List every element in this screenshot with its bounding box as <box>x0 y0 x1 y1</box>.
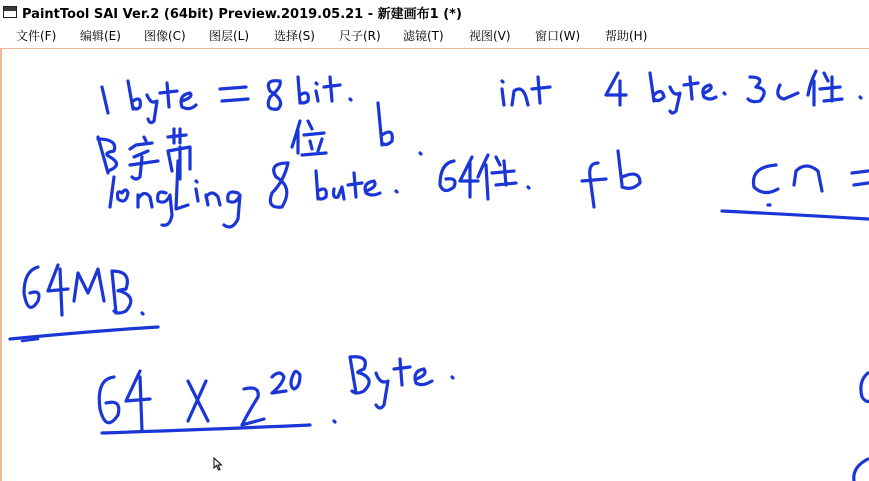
app-window-icon <box>3 6 17 18</box>
menu-bar <box>0 24 869 46</box>
menu-image[interactable]: 图像(C) <box>144 28 186 43</box>
menu-file[interactable]: 文件(F) <box>16 28 57 43</box>
note-edge-marks <box>854 373 869 481</box>
menu-window[interactable]: 窗口(W) <box>535 28 581 43</box>
menu-ruler[interactable]: 尺子(R) <box>339 28 381 43</box>
note-cn-equals <box>722 165 868 219</box>
note-int-4-byte <box>502 71 861 113</box>
menu-filter[interactable]: 滤镜(T) <box>403 28 444 43</box>
note-64mb <box>10 265 158 341</box>
menu-select[interactable]: 选择(S) <box>274 28 315 43</box>
drawing-canvas[interactable] <box>0 48 869 481</box>
window-title: PaintTool SAI Ver.2 (64bit) Preview.2019.05.21 - 新建画布1 (*) <box>22 6 462 22</box>
menu-view[interactable]: 视图(V) <box>469 28 511 43</box>
canvas-drawing-surface[interactable] <box>2 49 869 481</box>
note-fb <box>582 151 640 207</box>
menu-layer[interactable]: 图层(L) <box>209 28 250 43</box>
note-wei-b <box>292 103 392 155</box>
note-64x2-20-byte <box>99 357 453 433</box>
mouse-cursor-icon <box>213 457 225 471</box>
title-bar <box>0 0 869 24</box>
menu-edit[interactable]: 编辑(E) <box>80 28 121 43</box>
note-1-byte-8-bit <box>102 77 351 123</box>
note-long-long-8-byte-64 <box>110 153 529 227</box>
menu-help[interactable]: 帮助(H) <box>605 28 648 43</box>
